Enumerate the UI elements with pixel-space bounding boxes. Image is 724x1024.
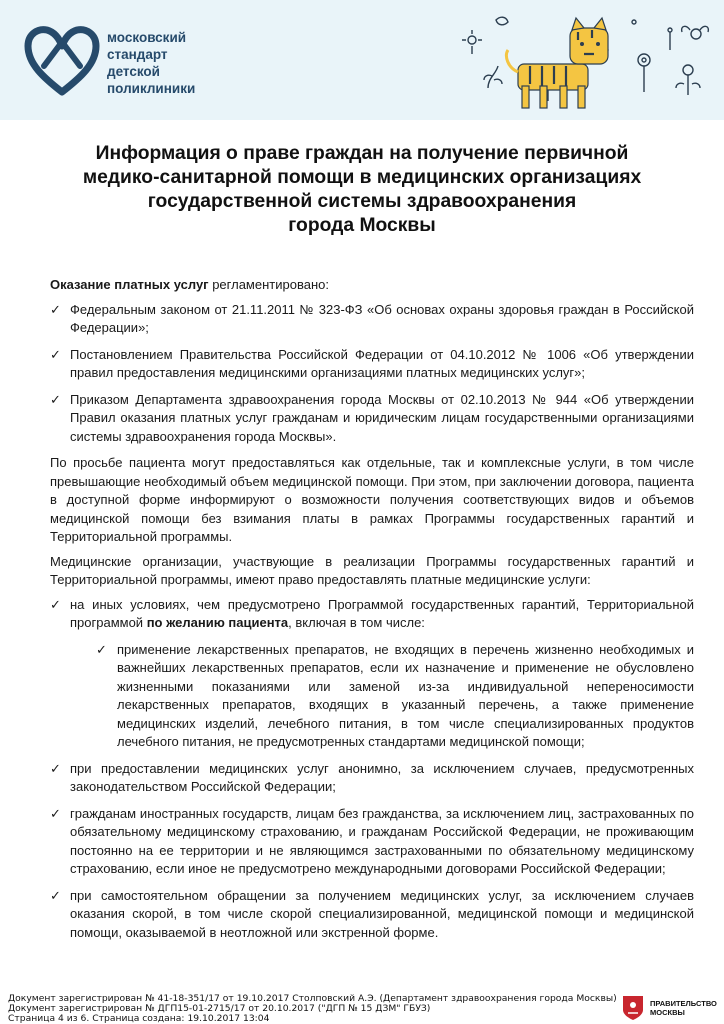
- law-list-item: [50, 301, 694, 338]
- gov-line: ПРАВИТЕЛЬСТВО: [650, 999, 717, 1008]
- gov-line: МОСКВЫ: [650, 1008, 685, 1017]
- checkmark-icon: ✓: [50, 391, 61, 407]
- checkmark-icon: ✓: [50, 760, 61, 776]
- logo-line: стандарт: [107, 47, 168, 62]
- condition-bold: по желанию пациента: [146, 615, 289, 630]
- logo-line: детской: [107, 64, 160, 79]
- registration-footer: [0, 992, 724, 1024]
- condition-text: при предоставлении медицинских услуг анонимно, за исключением случаев, предусмотренных законодательством Российской Федерации;: [70, 760, 694, 794]
- sub-list-item: [96, 641, 694, 752]
- condition-text: на иных условиях, чем предусмотрено Программой государственных гарантий, Территориальной программой: [70, 596, 694, 630]
- condition-list-item: [50, 760, 694, 797]
- law-list-item: [50, 391, 694, 447]
- registration-stamp: [8, 994, 617, 1023]
- logo-line: московский: [107, 30, 187, 45]
- paragraph: По просьбе пациента могут предоставляться как отдельные, так и комплексные услуги, в том числе превышающие необходимый объем медицинской помощи. При этом, при заключении договора, пациента в доступной форме информируют о возможности получения соответствующих видов и объемов медицинской помощи без взимания платы в рамках Программы государственных гарантий и Территориальной программы.: [50, 455, 694, 544]
- title-line: Информация о праве граждан на получение первичной: [95, 143, 629, 164]
- intro-rest: регламентировано:: [208, 277, 329, 292]
- condition-text: при самостоятельном обращении за получением медицинских услуг, за исключением случаев оказания скорой, в том числе скорой специализированной, медицинской помощи и медицинской помощи, оказываемой в неотложной или экстренной форме.: [70, 887, 694, 940]
- checkmark-icon: ✓: [50, 301, 61, 317]
- footer-line: Документ зарегистрирован № ДГП15-01-2715/17 от 20.10.2017 ("ДГП № 15 ДЗМ" ГБУЗ): [8, 1002, 431, 1014]
- condition-list-item: [50, 805, 694, 879]
- condition-list-item: [50, 596, 694, 633]
- law-text: Федеральным законом от 21.11.2011 № 323-ФЗ «Об основах охраны здоровья граждан в Российской Федерации»;: [70, 301, 694, 335]
- title-line: медико-санитарной помощи в медицинских организациях: [82, 167, 642, 188]
- intro-bold: Оказание платных услуг: [50, 277, 209, 292]
- intro-paragraph: [50, 276, 694, 295]
- law-text: Приказом Департамента здравоохранения города Москвы от 02.10.2013 № 944 «Об утверждении Правил оказания платных услуг гражданам и юридическим лицам государственными организациями системы здравоохранения города Москвы».: [70, 391, 694, 444]
- title-line: города Москвы: [288, 215, 436, 236]
- law-list-item: [50, 346, 694, 383]
- paragraph: Медицинские организации, участвующие в реализации Программы государственных гарантий и Территориальной программы, имеют право предоставлять платные медицинские услуги:: [50, 553, 694, 587]
- moscow-government-label: [650, 999, 717, 1017]
- condition-text: , включая в том числе:: [288, 615, 425, 630]
- condition-text: гражданам иностранных государств, лицам без гражданства, за исключением лиц, застрахованных по обязательному медицинскому страхованию, и гражданам Российской Федерации, не проживающим постоянно на ее территории и не являющимся застрахованными по обязательному медицинскому страхованию, если иное не предусмотрено международными договорами Российской Федерации;: [70, 805, 694, 876]
- checkmark-icon: ✓: [50, 596, 61, 612]
- moscow-emblem-icon: [622, 995, 644, 1021]
- header-band: [0, 0, 724, 120]
- logo-text: [107, 29, 195, 97]
- heart-logo-icon: [22, 22, 102, 102]
- checkmark-icon: ✓: [96, 641, 107, 657]
- page-title: [40, 142, 684, 238]
- document-body: [50, 276, 694, 950]
- footer-line: Страница 4 из 6. Страница создана: 19.10.2017 13:04: [8, 1012, 270, 1024]
- footer-line: Документ зарегистрирован № 41-18-351/17 от 19.10.2017 Столповский А.Э. (Департамент здравоохранения города Москвы): [8, 993, 617, 1004]
- law-text: Постановлением Правительства Российской Федерации от 04.10.2012 № 1006 «Об утверждении правил предоставления медицинскими организациями платных медицинских услуг»;: [70, 346, 694, 380]
- checkmark-icon: ✓: [50, 346, 61, 362]
- tiger-illustration-icon: [456, 10, 718, 115]
- logo-line: поликлиники: [107, 81, 196, 96]
- title-line: государственной системы здравоохранения: [147, 191, 577, 212]
- checkmark-icon: ✓: [50, 805, 61, 821]
- condition-list-item: [50, 887, 694, 943]
- sub-text: применение лекарственных препаратов, не входящих в перечень жизненно необходимых и важнейших лекарственных препаратов, если их назначение и применение не обусловлено жизненными показаниями или заменой из-за индивидуальной непереносимости лекарственных препаратов, входящих в указанный перечень, а также применение медицинских изделий, лечебного питания, в том числе специализированных продуктов лечебного питания, не предусмотренных стандартами медицинской помощи;: [117, 641, 694, 749]
- checkmark-icon: ✓: [50, 887, 61, 903]
